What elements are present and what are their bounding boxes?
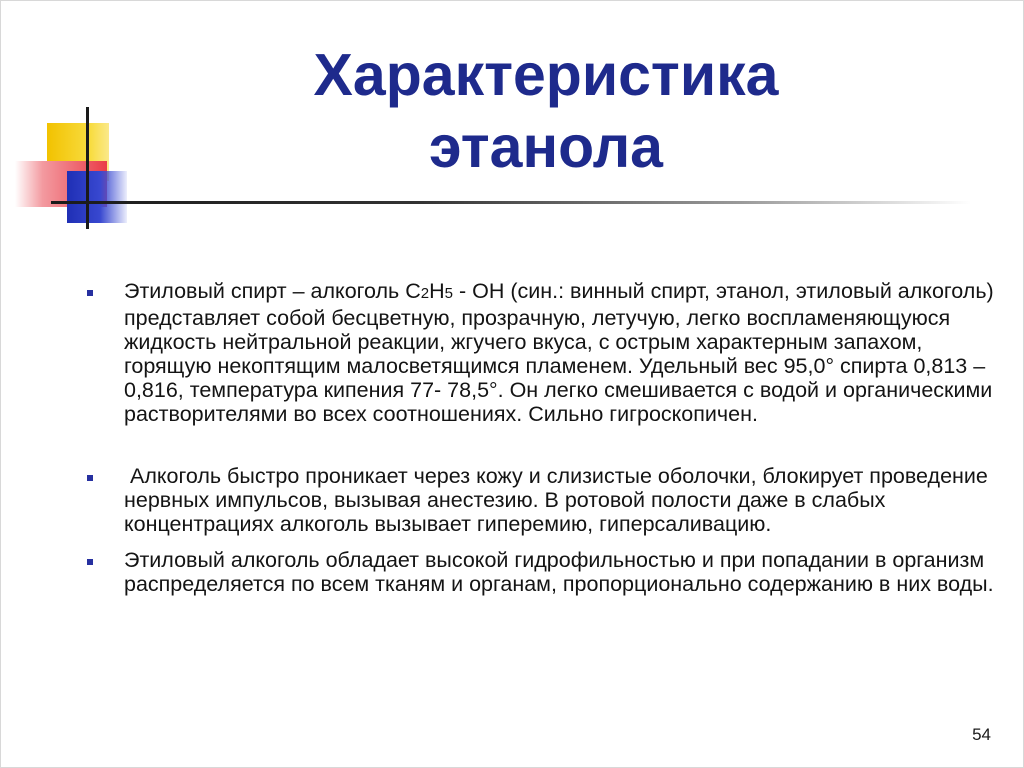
bullet-item xyxy=(85,279,1015,426)
decorative-blue-square xyxy=(67,171,127,223)
bullet-text: Алкоголь быстро проникает через кожу и слизистые оболочки, блокирует проведение нервных импульсов, вызывая анестезию. В ротовой полости даже в слабых концентрациях алкоголь вызывает гиперемию, гиперсаливацию. xyxy=(124,464,994,536)
title-underline xyxy=(51,201,971,204)
bullet-text: - ОН (син.: винный спирт, этанол, этиловый алкоголь) представляет собой бесцветную, прозрачную, летучую, легко воспламеняющуюся жидкость нейтральной реакции, жгучего вкуса, с острым характерным запахом, горящую некоптящим малосветящимся пламенем. Удельный вес 95,0° спирта 0,813 – 0,816, температура кипения 77- 78,5°. Он легко смешивается с водой и органическими растворителями во всех соотношениях. Сильно гигроскопичен. xyxy=(124,279,994,426)
decorative-vertical-line xyxy=(86,107,89,229)
slide-title xyxy=(201,39,891,183)
bullet-marker xyxy=(87,475,93,481)
title-line-2: этанола xyxy=(428,114,663,180)
bullet-text: Этиловый спирт – алкоголь С xyxy=(124,279,421,303)
formula-subscript: 5 xyxy=(444,285,453,302)
bullet-text: Этиловый алкоголь обладает высокой гидрофильностью и при попадании в организм распределяется по всем тканям и органам, пропорционально содержанию в них воды. xyxy=(124,548,994,596)
bullet-item xyxy=(85,548,1015,596)
title-line-1: Характеристика xyxy=(313,42,779,108)
bullet-text: Н xyxy=(429,279,445,303)
page-number: 54 xyxy=(972,725,991,744)
bullet-marker xyxy=(87,290,93,296)
bullet-marker xyxy=(87,559,93,565)
formula-subscript: 2 xyxy=(420,285,430,302)
bullet-list xyxy=(85,279,1015,596)
bullet-item xyxy=(85,464,1015,536)
